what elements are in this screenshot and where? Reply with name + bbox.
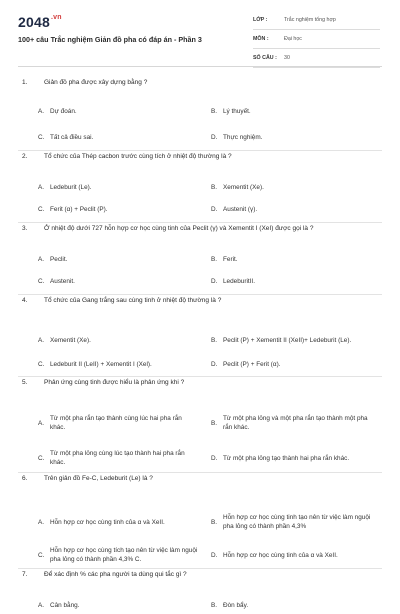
question-line — [0, 78, 400, 87]
option-text: Xementit (Xe). — [50, 336, 91, 344]
option-letter: C. — [38, 551, 45, 559]
option-text: Đòn bẩy. — [223, 601, 249, 609]
question-line — [0, 152, 400, 161]
option-letter: D. — [211, 360, 218, 368]
option-letter: B. — [211, 601, 218, 609]
answer-option-b[interactable] — [211, 178, 376, 196]
option-text: Từ một pha lỏng và một pha rắn tạo thành một pha rắn khác. — [223, 415, 368, 431]
option-text: Từ một pha rắn tạo thành cùng lúc hai pha rắn khác. — [50, 415, 182, 431]
option-text: Peclit (P) + Ferit (α). — [223, 360, 281, 368]
question-item — [0, 224, 400, 285]
question-line — [0, 378, 400, 387]
answer-option-d[interactable] — [211, 200, 376, 218]
header-divider — [18, 66, 382, 67]
answer-option-c[interactable] — [38, 541, 198, 569]
option-letter: B. — [211, 336, 218, 344]
option-letter: A. — [38, 255, 45, 263]
answer-option-c[interactable] — [38, 128, 198, 146]
option-text: Peclit. — [50, 255, 68, 263]
answer-option-b[interactable] — [211, 250, 376, 268]
option-letter: C. — [38, 277, 45, 285]
option-text: Austenit (γ). — [223, 205, 258, 213]
option-letter: B. — [211, 255, 218, 263]
option-letter: D. — [211, 454, 218, 462]
option-text: Ledeburit (Le). — [50, 183, 92, 191]
answer-option-b[interactable] — [211, 508, 376, 536]
answer-option-d[interactable] — [211, 541, 376, 569]
option-text: Ferit. — [223, 255, 238, 263]
question-text: Phản ứng cùng tinh được hiểu là phản ứng khi ? — [44, 379, 185, 386]
option-letter: D. — [211, 205, 218, 213]
question-divider — [18, 222, 382, 223]
meta-value: 30 — [284, 55, 290, 61]
question-number: 2. — [22, 153, 28, 160]
answer-option-a[interactable] — [38, 326, 198, 354]
option-letter: B. — [211, 183, 218, 191]
option-text: Tất cả điều sai. — [50, 133, 94, 141]
question-divider — [18, 472, 382, 473]
question-item — [0, 474, 400, 563]
option-letter: C. — [38, 360, 45, 368]
question-text: Tổ chức của Gang trắng sau cùng tinh ở nhiệt độ thường là ? — [44, 297, 222, 304]
option-letter: A. — [38, 107, 45, 115]
question-text: Trên giản đồ Fe-C, Ledeburit (Le) là ? — [44, 475, 153, 482]
option-text: Hỗn hợp cơ học cùng tinh của α và XeII. — [50, 518, 165, 526]
option-letter: B. — [211, 419, 218, 427]
question-line — [0, 570, 400, 579]
question-text: Giản đồ pha được xây dựng bằng ? — [44, 79, 148, 86]
answer-option-c[interactable] — [38, 355, 198, 373]
question-line — [0, 474, 400, 483]
question-number: 5. — [22, 379, 28, 386]
option-text: Ferit (α) + Peclit (P). — [50, 205, 108, 213]
option-letter: A. — [38, 419, 45, 427]
option-text: Dự đoán. — [50, 107, 77, 115]
option-text: Hỗn hợp cơ học cùng tinh tạo nên từ việc làm nguội pha lỏng có thành phần 4,3% — [223, 514, 371, 530]
answer-option-d[interactable] — [211, 355, 376, 373]
option-text: LedeburitII. — [223, 277, 255, 285]
answer-option-c[interactable] — [38, 444, 198, 472]
option-text: Austenit. — [50, 277, 75, 285]
answer-option-a[interactable] — [38, 178, 198, 196]
page-header — [0, 0, 400, 66]
answer-option-a[interactable] — [38, 102, 198, 120]
option-letter: D. — [211, 551, 218, 559]
answer-option-d[interactable] — [211, 444, 376, 472]
answer-option-b[interactable] — [211, 326, 376, 354]
option-letter: B. — [211, 107, 218, 115]
option-text: Cân bằng. — [50, 601, 80, 609]
option-letter: C. — [38, 454, 45, 462]
question-item — [0, 152, 400, 213]
answer-option-a[interactable] — [38, 508, 198, 536]
meta-value: Trắc nghiệm tổng hợp — [284, 17, 336, 23]
meta-panel — [253, 14, 380, 71]
meta-label: SỐ CÂU : — [253, 55, 277, 61]
question-number: 4. — [22, 297, 28, 304]
option-letter: A. — [38, 518, 45, 526]
question-line — [0, 224, 400, 233]
question-divider — [18, 150, 382, 151]
question-number: 7. — [22, 571, 28, 578]
question-text: Tổ chức của Thép cacbon trước cùng tích ở nhiệt độ thường là ? — [44, 153, 232, 160]
meta-row-subject — [253, 33, 380, 49]
answer-option-c[interactable] — [38, 272, 198, 290]
option-text: Từ một pha lỏng cùng lúc tạo thành hai pha rắn khác. — [50, 450, 185, 466]
option-text: Lý thuyết. — [223, 107, 251, 115]
question-number: 1. — [22, 79, 28, 86]
option-text: Xementit (Xe). — [223, 183, 264, 191]
question-number: 6. — [22, 475, 28, 482]
option-letter: D. — [211, 277, 218, 285]
answer-option-b[interactable] — [211, 102, 376, 120]
meta-label: MÔN : — [253, 36, 269, 42]
question-divider — [18, 376, 382, 377]
option-text: Hỗn hợp cơ học cùng tinh của α và XeII. — [223, 551, 338, 559]
answer-option-d[interactable] — [211, 272, 376, 290]
question-item — [0, 296, 400, 368]
question-number: 3. — [22, 225, 28, 232]
option-letter: D. — [211, 133, 218, 141]
meta-row-class — [253, 14, 380, 30]
option-text: Từ một pha lỏng tạo thành hai pha rắn khác. — [223, 454, 350, 462]
option-text: Hỗn hợp cơ học cùng tích tạo nên từ việc làm nguội pha lỏng có thành phần 4,3% C. — [50, 547, 198, 563]
question-item — [0, 570, 400, 609]
option-text: Thực nghiệm. — [223, 133, 263, 141]
answer-option-c[interactable] — [38, 200, 198, 218]
option-text: Ledeburit II (LeII) + Xementit I (Xel). — [50, 360, 152, 368]
answer-option-a[interactable] — [38, 250, 198, 268]
question-text: Ở nhiệt độ dưới 727 hỗn hợp cơ học cùng tinh của Peclit (γ) và Xementit I (XeI) được gọi là ? — [44, 225, 314, 232]
answer-option-a[interactable] — [38, 409, 198, 437]
answer-option-a[interactable] — [38, 596, 198, 614]
option-text: Peclit (P) + Xementit II (XeII)+ Ledeburit (Le). — [223, 336, 352, 344]
question-divider — [18, 568, 382, 569]
page-title: 100+ câu Trắc nghiệm Giản đồ pha có đáp án - Phần 3 — [18, 35, 202, 44]
answer-option-b[interactable] — [211, 596, 376, 614]
option-letter: C. — [38, 133, 45, 141]
option-letter: A. — [38, 601, 45, 609]
site-logo[interactable]: $2048^{.vn}$ — [18, 14, 62, 30]
option-letter: C. — [38, 205, 45, 213]
question-divider — [18, 294, 382, 295]
question-text: Để xác định % các pha người ta dùng qui tắc gì ? — [44, 571, 187, 578]
option-letter: A. — [38, 336, 45, 344]
option-letter: B. — [211, 518, 218, 526]
answer-option-d[interactable] — [211, 128, 376, 146]
meta-label: LỚP : — [253, 17, 268, 23]
option-letter: A. — [38, 183, 45, 191]
question-item — [0, 378, 400, 466]
meta-value: Đại học — [284, 36, 302, 42]
question-item — [0, 78, 400, 141]
question-line — [0, 296, 400, 305]
answer-option-b[interactable] — [211, 409, 376, 437]
